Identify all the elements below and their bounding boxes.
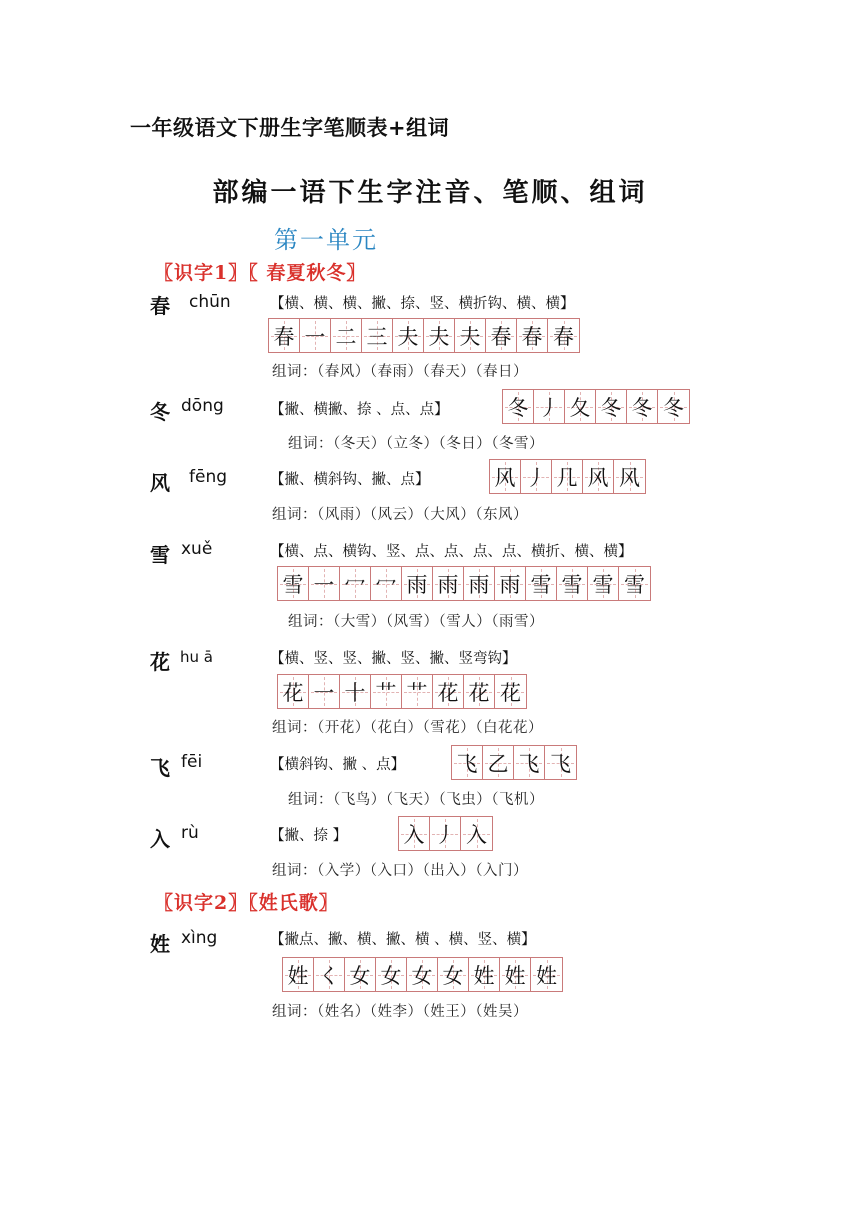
stroke-step-cell xyxy=(309,675,340,708)
stroke-step-glyph: 丿 xyxy=(525,465,547,490)
character: 冬 xyxy=(150,400,170,424)
stroke-step-cell xyxy=(503,390,534,423)
stroke-step-glyph: 女 xyxy=(349,963,371,988)
stroke-step-cell xyxy=(407,958,438,991)
stroke-step-cell xyxy=(627,390,658,423)
stroke-step-cell xyxy=(402,675,433,708)
stroke-step-cell xyxy=(483,746,514,779)
stroke-step-glyph: 春 xyxy=(273,324,295,349)
word-list: 组词：（飞鸟）（飞天）（飞虫）（飞机） xyxy=(288,792,544,808)
word-list: 组词：（冬天）（立冬）（冬日）（冬雪） xyxy=(288,436,544,452)
pinyin: dōng xyxy=(181,396,224,416)
stroke-step-cell xyxy=(300,319,331,352)
stroke-names: 【撇、捺 】 xyxy=(270,828,348,844)
stroke-step-cell xyxy=(658,390,689,423)
stroke-order-grid xyxy=(282,957,563,992)
stroke-step-glyph: 雨 xyxy=(499,572,521,597)
stroke-step-cell xyxy=(371,675,402,708)
stroke-step-glyph: 春 xyxy=(490,324,512,349)
stroke-step-cell xyxy=(526,567,557,600)
stroke-step-glyph: 雪 xyxy=(530,572,552,597)
pinyin: fēng xyxy=(189,467,228,487)
stroke-step-glyph: 雪 xyxy=(561,572,583,597)
stroke-step-glyph: 姓 xyxy=(473,963,495,988)
stroke-step-cell xyxy=(583,460,614,493)
word-list: 组词：（入学）（入口）（出入）（入门） xyxy=(272,863,528,879)
character: 春 xyxy=(150,294,170,318)
stroke-step-cell xyxy=(588,567,619,600)
word-list: 组词：（风雨）（风云）（大风）（东风） xyxy=(272,507,528,523)
stroke-step-glyph: く xyxy=(318,963,340,988)
stroke-names: 【撇、横撇、捺 、点、点】 xyxy=(270,402,449,418)
stroke-step-glyph: 女 xyxy=(380,963,402,988)
stroke-step-cell xyxy=(376,958,407,991)
stroke-step-glyph: 一 xyxy=(313,572,335,597)
stroke-step-glyph: 十 xyxy=(344,680,366,705)
stroke-step-glyph: 飞 xyxy=(518,751,540,776)
stroke-step-glyph: 雨 xyxy=(437,572,459,597)
stroke-step-cell xyxy=(362,319,393,352)
stroke-step-cell xyxy=(340,675,371,708)
stroke-step-glyph: 冬 xyxy=(600,395,622,420)
stroke-step-cell xyxy=(490,460,521,493)
stroke-step-glyph: 雨 xyxy=(406,572,428,597)
character: 雪 xyxy=(150,543,170,567)
stroke-step-glyph: 雪 xyxy=(624,572,645,597)
stroke-step-cell xyxy=(455,319,486,352)
stroke-step-glyph: 飞 xyxy=(456,751,478,776)
pinyin: rù xyxy=(181,823,199,843)
pinyin: xuě xyxy=(181,539,213,559)
stroke-step-cell xyxy=(371,567,402,600)
stroke-step-glyph: 姓 xyxy=(287,963,309,988)
lesson-heading: 〖识字2〗〖姓氏歌〗 xyxy=(154,892,339,914)
stroke-step-glyph: 冬 xyxy=(663,395,684,420)
stroke-step-glyph: 花 xyxy=(282,680,304,705)
stroke-step-glyph: 春 xyxy=(521,324,543,349)
stroke-step-cell xyxy=(309,567,340,600)
stroke-step-cell xyxy=(283,958,314,991)
stroke-step-cell xyxy=(486,319,517,352)
stroke-step-glyph: 乙 xyxy=(487,751,509,776)
stroke-names: 【撇、横斜钩、撇、点】 xyxy=(270,472,430,488)
stroke-step-cell xyxy=(269,319,300,352)
character: 飞 xyxy=(150,756,170,780)
stroke-step-cell xyxy=(340,567,371,600)
stroke-step-cell xyxy=(452,746,483,779)
character: 入 xyxy=(150,827,170,851)
stroke-order-grid xyxy=(451,745,577,780)
stroke-step-glyph: 花 xyxy=(468,680,490,705)
unit-heading: 第一单元 xyxy=(274,226,378,254)
stroke-step-glyph: 入 xyxy=(466,822,487,847)
stroke-step-glyph: 几 xyxy=(556,465,578,490)
stroke-step-cell xyxy=(534,390,565,423)
stroke-step-glyph: 女 xyxy=(411,963,433,988)
stroke-step-glyph: 艹 xyxy=(406,680,428,705)
stroke-names: 【横斜钩、撇 、点】 xyxy=(270,757,406,773)
stroke-step-cell xyxy=(614,460,645,493)
stroke-names: 【横、竖、竖、撇、竖、撇、竖弯钩】 xyxy=(270,651,517,667)
worksheet-heading: 部编一语下生字注音、笔顺、组词 xyxy=(212,178,648,208)
word-list: 组词：（姓名）（姓李）（姓王）（姓吴） xyxy=(272,1004,528,1020)
stroke-step-cell xyxy=(424,319,455,352)
stroke-step-cell xyxy=(517,319,548,352)
stroke-step-cell xyxy=(521,460,552,493)
pinyin: xìng xyxy=(181,928,218,948)
pinyin: chūn xyxy=(189,292,231,312)
stroke-step-cell xyxy=(393,319,424,352)
stroke-step-glyph: 冖 xyxy=(344,572,366,597)
word-list: 组词：（大雪）（风雪）（雪人）（雨雪） xyxy=(288,614,544,630)
stroke-order-grid xyxy=(489,459,646,494)
stroke-step-glyph: 夂 xyxy=(569,395,591,420)
stroke-step-cell xyxy=(495,567,526,600)
stroke-step-glyph: 夫 xyxy=(397,324,419,349)
document-title: 一年级语文下册生字笔顺表+组词 xyxy=(130,116,450,140)
stroke-step-cell xyxy=(461,817,492,850)
stroke-step-cell xyxy=(619,567,650,600)
stroke-step-cell xyxy=(433,675,464,708)
word-list: 组词：（开花）（花白）（雪花）（白花花） xyxy=(272,720,543,736)
stroke-step-glyph: 冬 xyxy=(507,395,529,420)
stroke-step-glyph: 雨 xyxy=(468,572,490,597)
stroke-step-cell xyxy=(557,567,588,600)
stroke-step-glyph: 风 xyxy=(619,465,640,490)
stroke-step-cell xyxy=(548,319,579,352)
character: 花 xyxy=(150,650,170,674)
stroke-step-glyph: 丿 xyxy=(538,395,560,420)
word-list: 组词：（春风）（春雨）（春天）（春日） xyxy=(272,364,528,380)
stroke-step-glyph: 冖 xyxy=(375,572,397,597)
stroke-step-cell xyxy=(596,390,627,423)
stroke-step-cell xyxy=(500,958,531,991)
stroke-step-cell xyxy=(278,567,309,600)
stroke-step-glyph: 风 xyxy=(494,465,516,490)
pinyin: hu ā xyxy=(180,648,213,666)
stroke-step-glyph: 春 xyxy=(553,324,574,349)
stroke-step-glyph: 入 xyxy=(403,822,425,847)
stroke-step-cell xyxy=(464,675,495,708)
stroke-step-glyph: 一 xyxy=(313,680,335,705)
stroke-step-cell xyxy=(531,958,562,991)
stroke-step-cell xyxy=(314,958,345,991)
stroke-step-glyph: 冬 xyxy=(631,395,653,420)
stroke-step-glyph: 姓 xyxy=(504,963,526,988)
stroke-step-cell xyxy=(433,567,464,600)
stroke-step-cell xyxy=(278,675,309,708)
stroke-order-grid xyxy=(277,566,651,601)
stroke-step-glyph: 女 xyxy=(442,963,464,988)
stroke-order-grid xyxy=(398,816,493,851)
stroke-step-cell xyxy=(545,746,576,779)
stroke-step-glyph: 夫 xyxy=(459,324,481,349)
stroke-step-cell xyxy=(464,567,495,600)
stroke-step-cell xyxy=(552,460,583,493)
stroke-order-grid xyxy=(268,318,580,353)
stroke-step-cell xyxy=(495,675,526,708)
stroke-step-cell xyxy=(514,746,545,779)
stroke-step-glyph: 二 xyxy=(335,324,357,349)
stroke-step-cell xyxy=(345,958,376,991)
stroke-step-glyph: 丿 xyxy=(434,822,456,847)
stroke-order-grid xyxy=(502,389,690,424)
stroke-step-glyph: 飞 xyxy=(550,751,571,776)
stroke-step-cell xyxy=(402,567,433,600)
stroke-step-cell xyxy=(430,817,461,850)
stroke-names: 【撇点、撇、横、撇、横 、横、竖、横】 xyxy=(270,932,536,948)
character: 风 xyxy=(150,471,170,495)
stroke-step-glyph: 风 xyxy=(587,465,609,490)
stroke-step-cell xyxy=(438,958,469,991)
character: 姓 xyxy=(150,932,170,956)
stroke-step-cell xyxy=(399,817,430,850)
stroke-step-glyph: 三 xyxy=(366,324,388,349)
stroke-names: 【横、点、横钩、竖、点、点、点、点、横折、横、横】 xyxy=(270,544,633,560)
stroke-step-glyph: 一 xyxy=(304,324,326,349)
stroke-step-glyph: 姓 xyxy=(536,963,557,988)
lesson-heading: 〖识字1〗〖 春夏秋冬〗 xyxy=(154,262,367,284)
stroke-step-glyph: 花 xyxy=(500,680,521,705)
stroke-step-glyph: 艹 xyxy=(375,680,397,705)
stroke-step-glyph: 夫 xyxy=(428,324,450,349)
stroke-step-glyph: 雪 xyxy=(592,572,614,597)
stroke-step-glyph: 雪 xyxy=(282,572,304,597)
pinyin: fēi xyxy=(181,752,203,772)
stroke-order-grid xyxy=(277,674,527,709)
stroke-step-cell xyxy=(469,958,500,991)
stroke-names: 【横、横、横、撇、捺、竖、横折钩、横、横】 xyxy=(270,296,575,312)
stroke-step-cell xyxy=(565,390,596,423)
stroke-step-cell xyxy=(331,319,362,352)
stroke-step-glyph: 花 xyxy=(437,680,459,705)
